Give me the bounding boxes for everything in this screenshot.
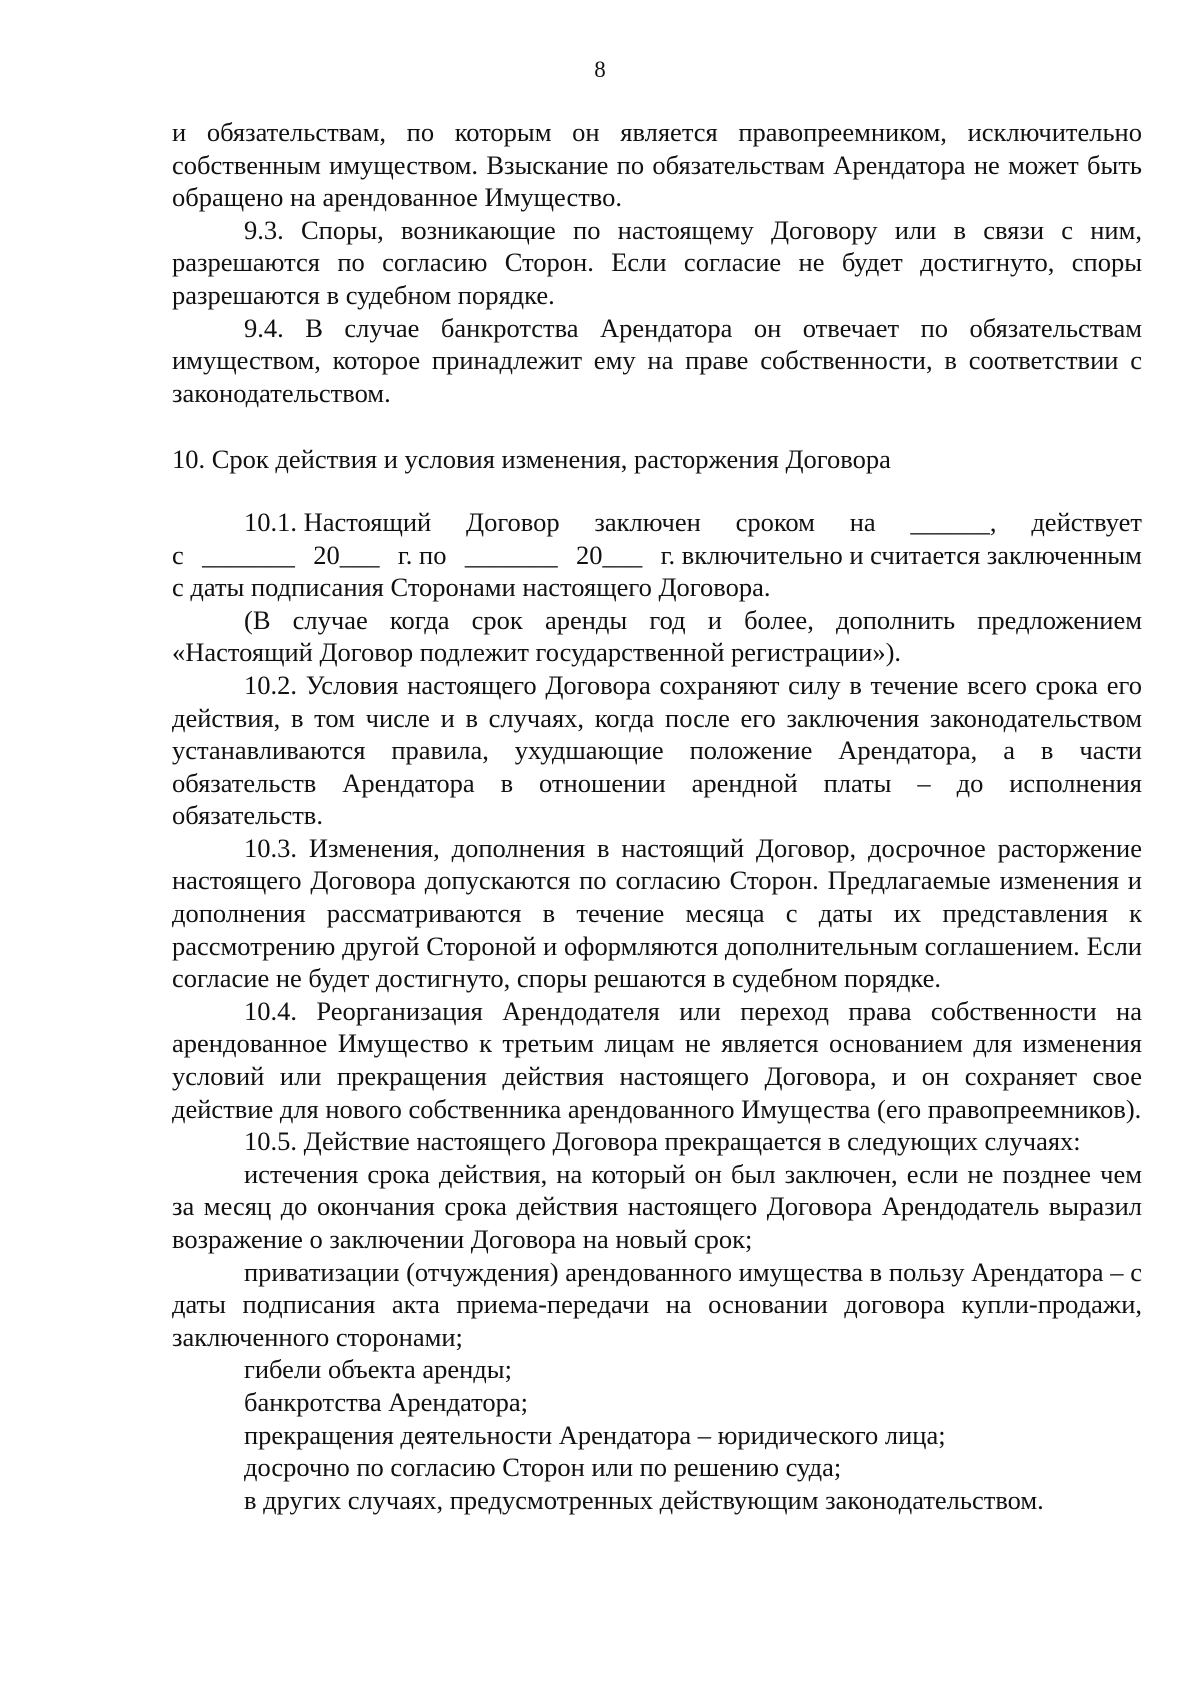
text-segment: г. по	[397, 539, 447, 570]
blank-start-year: 20___	[313, 539, 380, 570]
clause-10-3: 10.3. Изменения, дополнения в настоящий Договор, досрочное расторжение настоящего Договора допускаются по согласию Сторон. Предлагаемые изменения и дополнения рассматриваются в течение месяца с даты их представления к рассмотрению другой Стороной и оформляются дополнительным соглашением. Если согласие не будет достигнуто, споры решаются в судебном порядке.	[172, 832, 1142, 994]
termination-case-3: гибели объекта аренды;	[244, 1354, 512, 1385]
text-segment: сроком	[735, 506, 815, 537]
blank-end-year: 20___	[575, 539, 643, 570]
termination-case-6: досрочно по согласию Сторон или по решению суда;	[244, 1452, 842, 1483]
text-segment: с	[172, 539, 184, 570]
paragraph-continuation: и обязательствам, по которым он является правопреемником, исключительно собственным имуществом. Взыскание по обязательствам Арендатора не может быть обращено на арендованное Имущество.	[172, 117, 1142, 213]
clause-10-1-line-3: с даты подписания Сторонами настоящего Договора.	[172, 572, 771, 603]
clause-10-1-note: (В случае когда срок аренды год и более, дополнить предложением «Настоящий Договор подлежит государственной регистрации»).	[172, 604, 1142, 668]
text-segment: 10.1. Настоящий	[244, 506, 432, 537]
text-segment: на	[849, 506, 876, 537]
blank-term: ______,	[910, 506, 997, 537]
clause-10-4: 10.4. Реорганизация Арендодателя или переход права собственности на арендованное Имущество к третьим лицам не является основанием для изменения условий или прекращения действия настоящего Договора, и он сохраняет свое действие для нового собственника арендованного Имущества (его правопреемников).	[172, 995, 1142, 1124]
clause-10-1-line-2	[172, 539, 1142, 572]
clause-9-3: 9.3. Споры, возникающие по настоящему Договору или в связи с ним, разрешаются по согласию Сторон. Если согласие не будет достигнуто, споры разрешаются в судебном порядке.	[172, 214, 1142, 310]
text-segment: действует	[1031, 506, 1142, 537]
document-body	[172, 116, 1142, 1516]
blank-end-date: _______	[464, 539, 558, 570]
clause-9-4: 9.4. В случае банкротства Арендатора он отвечает по обязательствам имуществом, которое принадлежит ему на праве собственности, в соответствии с законодательством.	[172, 312, 1142, 408]
clause-10-1-line-1	[172, 506, 1142, 539]
page-number: 8	[594, 57, 606, 82]
termination-case-7: в других случаях, предусмотренных действующим законодательством.	[244, 1484, 1044, 1515]
clause-10-5: 10.5. Действие настоящего Договора прекращается в следующих случаях:	[244, 1126, 1081, 1157]
termination-case-1: истечения срока действия, на который он был заключен, если не позднее чем за месяц до окончания срока действия настоящего Договора Арендодатель выразил возражение о заключении Договора на новый срок;	[172, 1158, 1142, 1254]
termination-case-5: прекращения деятельности Арендатора – юридического лица;	[244, 1419, 946, 1450]
text-segment: г. включительно и считается заключенным	[660, 539, 1142, 570]
clause-10-2: 10.2. Условия настоящего Договора сохраняют силу в течение всего срока его действия, в том числе и в случаях, когда после его заключения законодательством устанавливаются правила, ухудшающие положение Арендатора, а в части обязательств Арендатора в отношении арендной платы – до исполнения обязательств.	[172, 669, 1142, 831]
termination-case-4: банкротства Арендатора;	[244, 1386, 528, 1417]
text-segment: заключен	[594, 506, 701, 537]
text-segment: Договор	[466, 506, 560, 537]
termination-case-2: приватизации (отчуждения) арендованного имущества в пользу Арендатора – с даты подписания акта приема-передачи на основании договора купли-продажи, заключенного сторонами;	[172, 1256, 1142, 1352]
blank-start-date: _______	[202, 539, 295, 570]
section-heading-10: 10. Срок действия и условия изменения, расторжения Договора	[172, 444, 891, 475]
